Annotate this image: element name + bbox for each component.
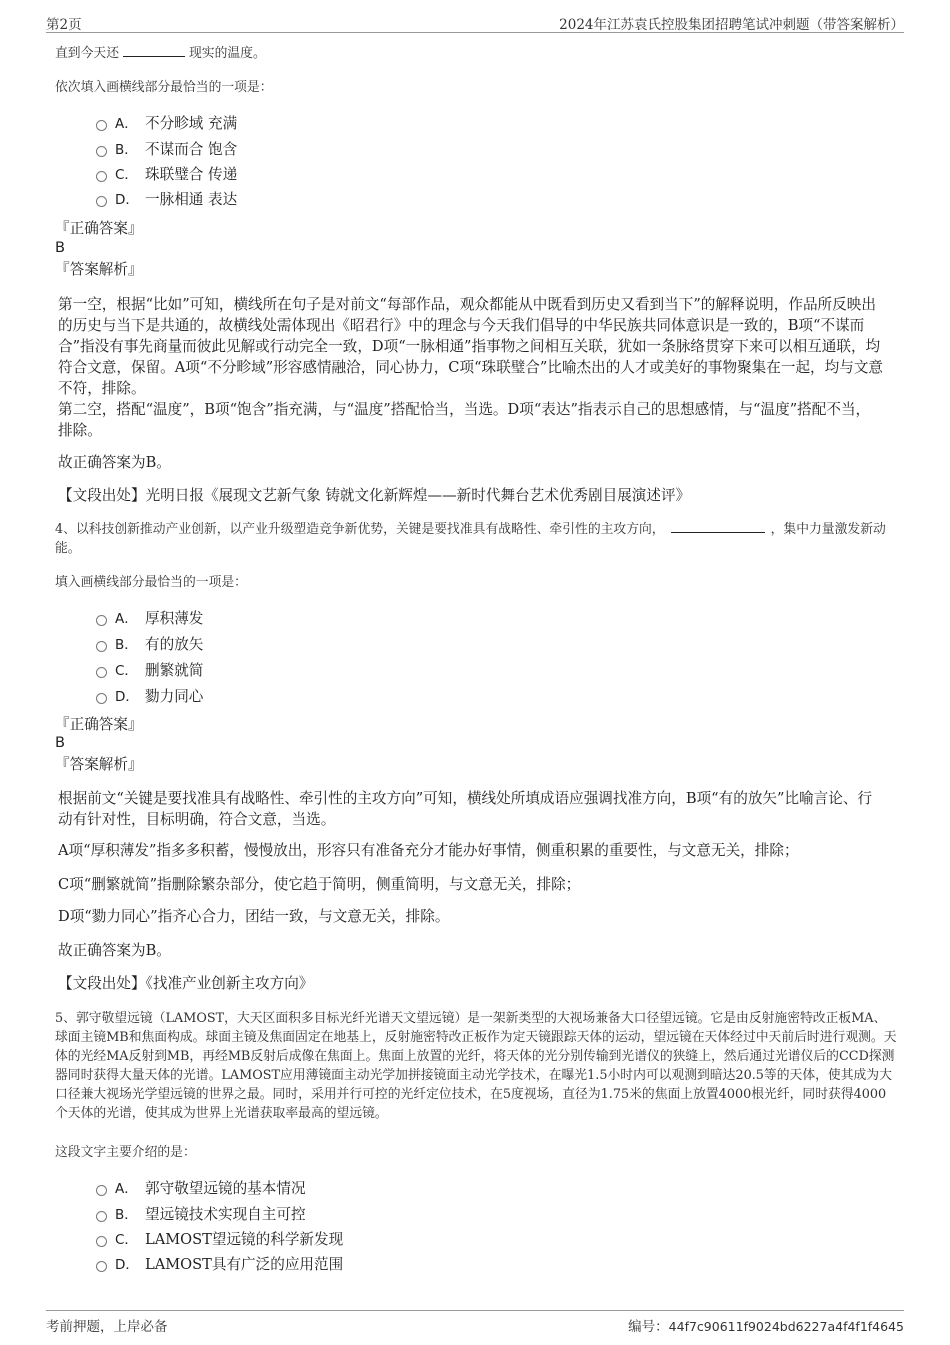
radio-icon[interactable] [96, 1211, 107, 1222]
radio-icon[interactable] [96, 1236, 107, 1247]
q3-analysis-label: 『答案解析』 [55, 261, 143, 278]
q3-option-a[interactable]: A． 不分畛域 充满 [96, 114, 237, 134]
q4-option-c[interactable]: C． 删繁就简 [96, 661, 203, 681]
document-title: 2024年江苏袁氏控股集团招聘笔试冲刺题（带答案解析） [559, 17, 904, 33]
q3-answer: B [55, 239, 66, 256]
radio-icon[interactable] [96, 693, 107, 704]
page-footer [46, 1310, 904, 1335]
q4-prompt: 填入画横线部分最恰当的一项是： [55, 575, 247, 590]
q3-option-d[interactable]: D． 一脉相通 表达 [96, 190, 237, 210]
radio-icon[interactable] [96, 171, 107, 182]
q3-prompt: 依次填入画横线部分最恰当的一项是： [55, 80, 273, 95]
radio-icon[interactable] [96, 146, 107, 157]
q5-option-c[interactable]: C． LAMOST望远镜的科学新发现 [96, 1230, 343, 1250]
q3-option-c[interactable]: C． 珠联璧合 传递 [96, 165, 237, 185]
q4-stem: 4、以科技创新推动产业创新，以产业升级塑造竞争新优势，关键是要找准具有战略性、牵引性的主攻方向， ，集中力量激发新动能。 [55, 522, 886, 556]
document-code: 44f7c90611f9024bd6227a4f4f1f4645 [668, 1319, 904, 1334]
q4-source: 【文段出处】《找准产业创新主攻方向》 [58, 975, 314, 992]
q3-answer-label: 『正确答案』 [55, 220, 143, 237]
q4-analysis-p5: 故正确答案为B。 [58, 942, 171, 959]
radio-icon[interactable] [96, 641, 107, 652]
blank-line [671, 520, 765, 533]
page-number: 第2页 [46, 17, 82, 33]
q5-prompt: 这段文字主要介绍的是： [55, 1145, 196, 1160]
q4-analysis-p2: A项“厚积薄发”指多多积蓄，慢慢放出，形容只有准备充分才能办好事情，侧重积累的重要性，与文意无关，排除； [58, 842, 799, 859]
page-header [46, 12, 904, 33]
radio-icon[interactable] [96, 1261, 107, 1272]
blank-line [123, 44, 185, 57]
q4-analysis-label: 『答案解析』 [55, 756, 143, 773]
q4-answer: B [55, 734, 66, 751]
footer-id: 编号：44f7c90611f9024bd6227a4f4f1f4645 [628, 1319, 904, 1335]
radio-icon[interactable] [96, 196, 107, 207]
q4-option-d[interactable]: D． 勠力同心 [96, 687, 203, 707]
radio-icon[interactable] [96, 120, 107, 131]
radio-icon[interactable] [96, 667, 107, 678]
q5-option-a[interactable]: A． 郭守敬望远镜的基本情况 [96, 1179, 306, 1199]
q5-option-d[interactable]: D． LAMOST具有广泛的应用范围 [96, 1255, 343, 1275]
q3-source: 【文段出处】光明日报《展现文艺新气象 铸就文化新辉煌——新时代舞台艺术优秀剧目展演述评》 [58, 487, 691, 504]
q3-option-b[interactable]: B． 不谋而合 饱含 [96, 140, 237, 160]
radio-icon[interactable] [96, 615, 107, 626]
q4-option-a[interactable]: A． 厚积薄发 [96, 609, 203, 629]
q3-analysis-p1: 第一空，根据“比如”可知，横线所在句子是对前文“每部作品，观众都能从中既看到历史又看到当下”的解释说明，作品所反映出的历史与当下是共通的，故横线处需体现出《昭君行》中的理念与今天我们倡导的中华民族共同体意识是一致的，B项“不谋而合”指没有事先商量而彼此见解或行动完全一致，D项“一脉相通”指事物之间相互关联，犹如一条脉络贯穿下来可以相互通联，均符合文意，保留。A项“不分畛域”形容感情融洽，同心协力，C项“珠联璧合”比喻杰出的人才或美好的事物聚集在一起，均与文意不符，排除。 [58, 296, 884, 397]
radio-icon[interactable] [96, 1185, 107, 1196]
q4-analysis-p1: 根据前文“关键是要找准具有战略性、牵引性的主攻方向”可知，横线处所填成语应强调找准方向，B项“有的放矢”比喻言论、行动有针对性，目标明确，符合文意，当选。 [58, 790, 873, 828]
q4-answer-label: 『正确答案』 [55, 716, 143, 733]
q4-analysis-p3: C项“删繁就简”指删除繁杂部分，使它趋于简明，侧重简明，与文意无关，排除； [58, 876, 581, 893]
footer-slogan: 考前押题，上岸必备 [46, 1319, 168, 1335]
q3-analysis-p2: 第二空，搭配“温度”，B项“饱含”指充满，与“温度”搭配恰当，当选。D项“表达”指表示自己的思想感情，与“温度”搭配不当，排除。 [58, 401, 871, 439]
q5-stem: 5、郭守敬望远镜（LAMOST，大天区面积多目标光纤光谱天文望远镜）是一架新类型的大视场兼备大口径望远镜。它是由反射施密特改正板MA、球面主镜MB和焦面构成。球面主镜及焦面固定在地基上，反射施密特改正板作为定天镜跟踪天体的运动，望远镜在天体经过中天前后时进行观测。天体的光经MA反射到MB，再经MB反射后成像在焦面上。焦面上放置的光纤，将天体的光分别传输到光谱仪的狭缝上，然后通过光谱仪后的CCD探测器同时获得大量天体的光谱。LAMOST应用薄镜面主动光学加拼接镜面主动光学技术，在曝光1.5小时内可以观测到暗达20.5等的天体，使其成为大口径兼大视场光学望远镜的世界之最。同时，采用并行可控的光纤定位技术，在5度视场，直径为1.75米的焦面上放置4000根光纤，同时获得4000个天体的光谱，使其成为世界上光谱获取率最高的望远镜。 [55, 1011, 897, 1121]
q4-option-b[interactable]: B． 有的放矢 [96, 635, 203, 655]
q5-option-b[interactable]: B． 望远镜技术实现自主可控 [96, 1205, 306, 1225]
q3-stem-continuation: 直到今天还 现实的温度。 [55, 46, 266, 61]
q3-analysis-p3: 故正确答案为B。 [58, 454, 171, 471]
q4-analysis-p4: D项“勠力同心”指齐心合力，团结一致，与文意无关，排除。 [58, 908, 450, 925]
